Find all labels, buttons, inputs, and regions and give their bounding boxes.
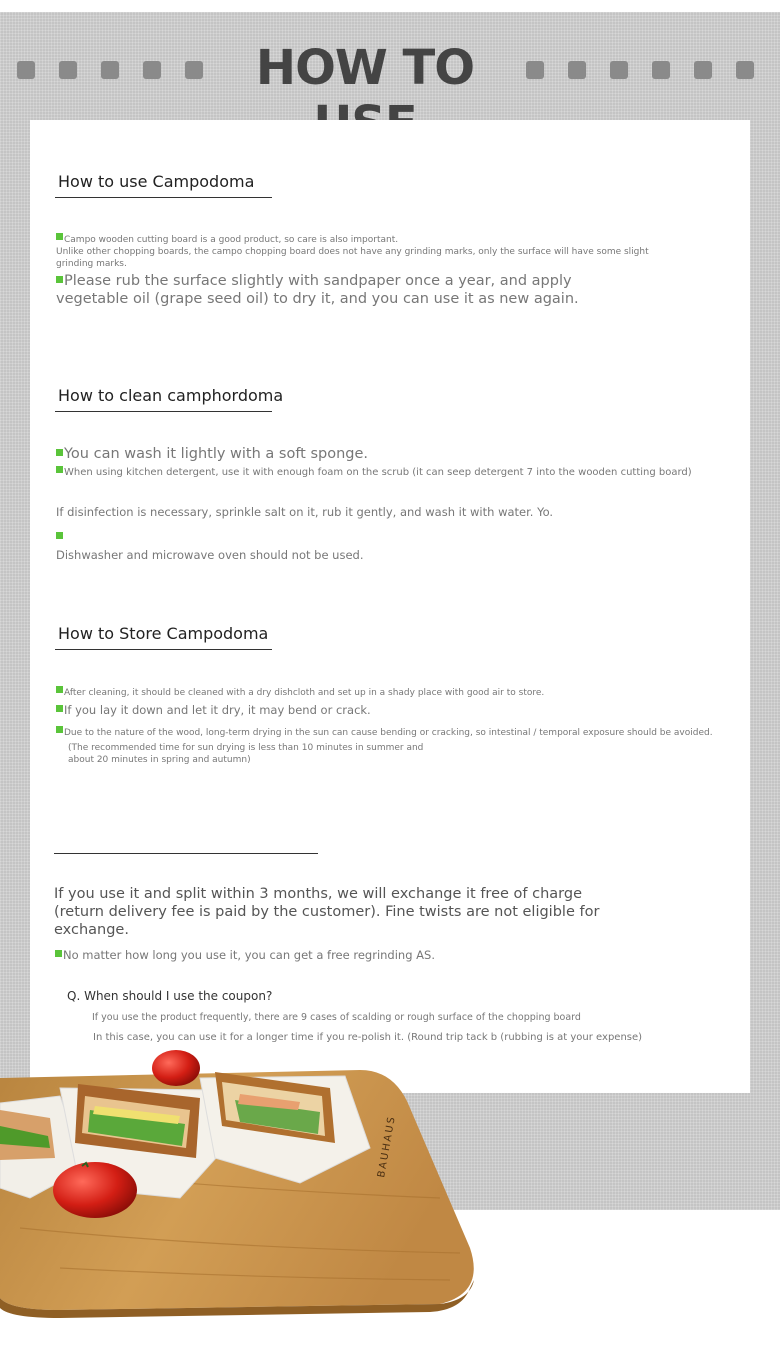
clean-item: You can wash it lightly with a soft sponge. xyxy=(56,445,368,463)
use-note: Campo wooden cutting board is a good product, so care is also important. Unlike other chopping boards, the campo chopping board does not have any grinding marks, only the surface will have some slight grinding marks. xyxy=(56,235,649,269)
brand-text: BAUHAUS xyxy=(376,1114,398,1179)
regrind-text: No matter how long you use it, you can get a free regrinding AS. xyxy=(55,948,435,963)
page-title: HOW TO xyxy=(255,40,475,96)
section-heading-clean: How to clean camphordoma xyxy=(55,386,272,412)
section-heading-use: How to use Campodoma xyxy=(55,172,272,198)
decorative-dots-left xyxy=(17,61,203,79)
bullet-icon xyxy=(56,449,63,456)
section-heading-store: How to Store Campodoma xyxy=(55,624,272,650)
bullet-icon xyxy=(56,233,63,240)
bullet-icon xyxy=(56,276,63,283)
instructions-card xyxy=(30,120,750,1093)
section-divider xyxy=(54,853,318,854)
tomato-bottom xyxy=(53,1162,137,1218)
faq-answer: If you use the product frequently, there are 9 cases of scalding or rough surface of the chopping board xyxy=(92,1012,581,1023)
bullet-icon xyxy=(55,950,62,957)
faq-question: Q. When should I use the coupon? xyxy=(67,989,273,1003)
bullet-icon xyxy=(56,466,63,473)
exchange-text: If you use it and split within 3 months, we will exchange it free of charge (return delivery fee is paid by the customer). Fine twists are not eligible for exchange. xyxy=(54,886,600,938)
bullet-icon xyxy=(56,705,63,712)
bullet-icon xyxy=(56,532,63,539)
faq-answer: In this case, you can use it for a longer time if you re-polish it. (Round trip tack b (rubbing is at your expense) xyxy=(93,1032,643,1043)
clean-item: If disinfection is necessary, sprinkle salt on it, rub it gently, and wash it with water. Yo. xyxy=(56,505,554,519)
tomato-top xyxy=(152,1050,200,1086)
bullet-icon xyxy=(56,686,63,693)
use-tip: Please rub the surface slightly with sandpaper once a year, and apply vegetable oil (grape seed oil) to dry it, and you can use it as new again. xyxy=(56,273,579,307)
decorative-dots-right xyxy=(526,61,754,79)
clean-item: Dishwasher and microwave oven should not be used. xyxy=(56,548,364,562)
product-photo xyxy=(0,1048,500,1328)
store-note: (The recommended time for sun drying is less than 10 minutes in summer and about 20 minutes in spring and autumn) xyxy=(68,743,424,765)
bullet-icon xyxy=(56,726,63,733)
cutting-board-illustration xyxy=(0,1048,500,1328)
store-item: After cleaning, it should be cleaned with a dry dishcloth and set up in a shady place with good air to store. xyxy=(56,686,726,699)
store-item: Due to the nature of the wood, long-term drying in the sun can cause bending or cracking, so intestinal / temporal exposure should be avoided. xyxy=(56,726,726,739)
store-item: If you lay it down and let it dry, it may bend or crack. xyxy=(56,703,371,718)
clean-item: When using kitchen detergent, use it with enough foam on the scrub (it can seep detergent 7 into the wooden cutting board) xyxy=(56,466,726,479)
